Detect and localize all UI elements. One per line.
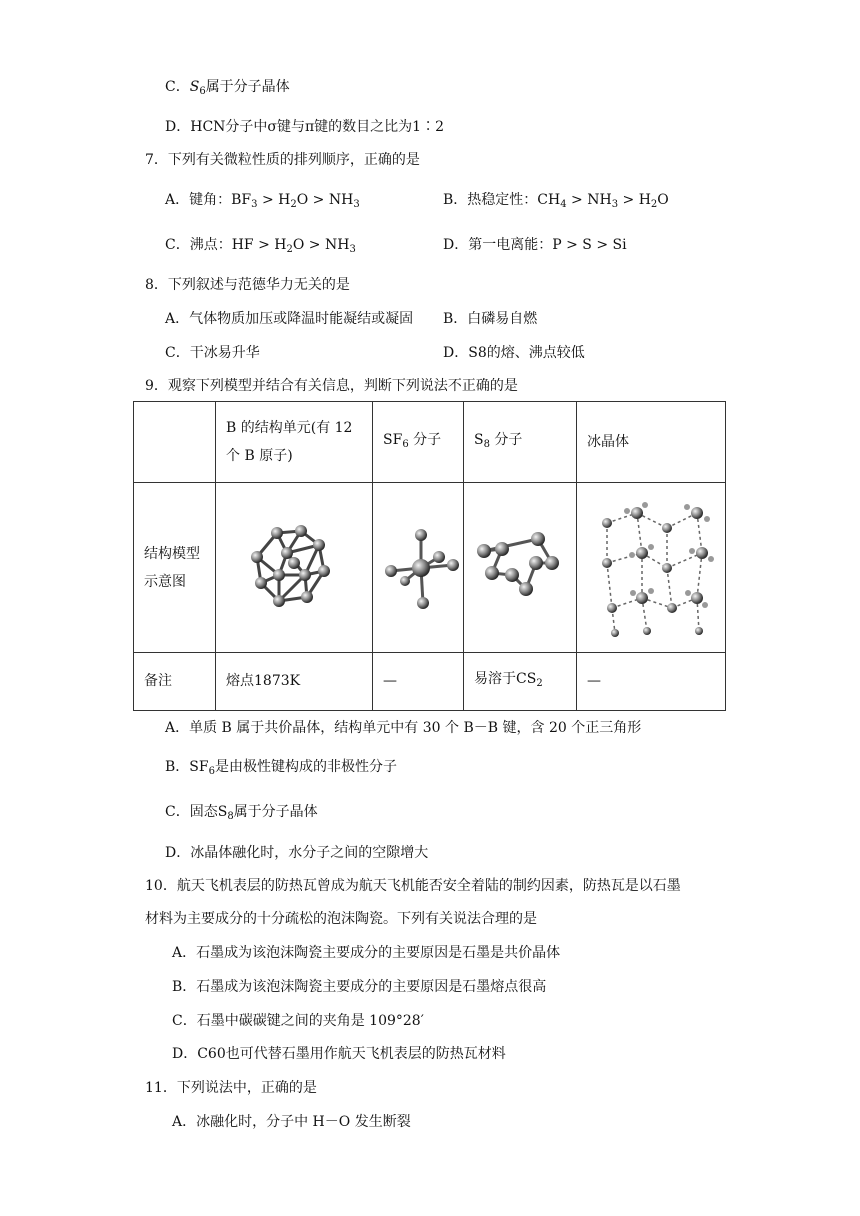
q9-option-d: D．冰晶体融化时，水分子之间的空隙增大 xyxy=(165,845,429,861)
subscript: 4 xyxy=(560,199,567,210)
b12-model-cell xyxy=(216,483,373,653)
q7-option-b xyxy=(443,190,669,215)
q7-option-a xyxy=(165,190,360,215)
option-label: B． xyxy=(165,759,190,775)
q8-stem: 8．下列叙述与范德华力无关的是 xyxy=(145,277,350,293)
option-label: D．第一电离能： xyxy=(443,237,553,253)
header-tail: 分子 xyxy=(408,431,442,448)
sf6-model-cell xyxy=(373,483,464,653)
s8-model-cell xyxy=(464,483,577,653)
subscript: 3 xyxy=(349,244,356,255)
q8-option-a: A．气体物质加压或降温时能凝结或凝固 xyxy=(165,311,414,327)
q8-option-b: B．白磷易自燃 xyxy=(443,311,538,327)
header-b-unit: B 的结构单元(有 12 个 B 原子) xyxy=(216,402,373,483)
formula: SF xyxy=(189,759,209,775)
header-ice: 冰晶体 xyxy=(577,402,726,483)
q11-stem: 11．下列说法中，正确的是 xyxy=(145,1080,317,1096)
q10-stem-line2: 材料为主要成分的十分疏松的泡沫陶瓷。下列有关说法合理的是 xyxy=(145,911,537,927)
formula: > H xyxy=(618,192,651,208)
formula: BF xyxy=(231,192,252,208)
table-corner-cell xyxy=(134,402,216,483)
q10-option-a: A．石墨成为该泡沫陶瓷主要成分的主要原因是石墨是共价晶体 xyxy=(172,945,561,961)
formula: S xyxy=(474,431,484,448)
q9-option-b xyxy=(165,757,397,782)
formula: O > NH xyxy=(292,237,350,253)
subscript: 2 xyxy=(650,199,658,210)
q9-option-a: A．单质 B 属于共价晶体，结构单元中有 30 个 B－B 键，含 20 个正三角形 xyxy=(165,720,642,736)
header-sf6 xyxy=(373,402,464,483)
subscript: 3 xyxy=(353,199,360,210)
option-text: 属于分子晶体 xyxy=(205,79,290,95)
subscript: 6 xyxy=(402,438,409,450)
q10-stem-line1: 10．航天飞机表层的防热瓦曾成为航天飞机能否安全着陆的制约因素，防热瓦是以石墨 xyxy=(145,878,681,894)
ice-model-cell xyxy=(577,483,726,653)
option-text: 属于分子晶体 xyxy=(233,804,318,820)
formula: > H xyxy=(257,192,291,208)
formula: S xyxy=(217,804,228,820)
subscript: 3 xyxy=(611,199,619,210)
option-text: P > S > Si xyxy=(552,237,627,253)
header-tail: 分子 xyxy=(489,431,523,448)
structure-model-table xyxy=(133,401,726,711)
q8-option-c: C．干冰易升华 xyxy=(165,345,260,361)
q7-option-d xyxy=(443,235,627,255)
q8-option-d: D．S8的熔、沸点较低 xyxy=(443,345,585,361)
q9-option-c xyxy=(165,802,318,827)
q10-option-b: B．石墨成为该泡沫陶瓷主要成分的主要原因是石墨熔点很高 xyxy=(172,979,547,995)
row-label-model: 结构模型示意图 xyxy=(134,483,216,653)
subscript: 3 xyxy=(251,199,258,210)
formula: > NH xyxy=(566,192,612,208)
note-text: 易溶于CS xyxy=(474,670,537,687)
q7-stem: 7．下列有关微粒性质的排列顺序，正确的是 xyxy=(145,152,420,168)
note-b: 熔点1873K xyxy=(216,652,373,710)
subscript: 2 xyxy=(286,244,293,255)
subscript: 8 xyxy=(483,438,490,450)
formula: O xyxy=(657,192,669,208)
subscript: 6 xyxy=(199,86,206,97)
b12-icosahedron-image xyxy=(249,523,339,613)
option-label: B．热稳定性： xyxy=(443,192,538,208)
note-sf6: — xyxy=(373,652,464,710)
option-text: 是由极性键构成的非极性分子 xyxy=(214,759,397,775)
q10-option-d: D．C60也可代替石墨用作航天飞机表层的防热瓦材料 xyxy=(172,1046,506,1062)
q11-option-a: A．冰融化时，分子中 H－O 发生断裂 xyxy=(172,1114,411,1130)
formula: O > NH xyxy=(296,192,354,208)
subscript: 2 xyxy=(290,199,297,210)
q9-stem: 9．观察下列模型并结合有关信息，判断下列说法不正确的是 xyxy=(145,378,518,394)
q6-option-d xyxy=(165,117,444,137)
option-label: A．键角： xyxy=(165,192,232,208)
option-label: C．沸点： xyxy=(165,237,232,253)
option-label: D． xyxy=(165,119,191,135)
formula: SF xyxy=(383,431,403,448)
q10-option-c: C．石墨中碳碳键之间的夹角是 109°28′ xyxy=(172,1013,424,1029)
formula: CH xyxy=(537,192,561,208)
formula: HF > H xyxy=(231,237,287,253)
row-label-note: 备注 xyxy=(134,652,216,710)
subscript: 2 xyxy=(536,677,543,689)
ice-crystal-image xyxy=(587,493,727,643)
sf6-octahedral-image xyxy=(383,523,463,613)
subscript: 6 xyxy=(208,766,215,777)
option-label: C．固态 xyxy=(165,804,218,820)
option-text: HCN分子中σ键与π键的数目之比为1∶2 xyxy=(190,119,444,135)
header-s8 xyxy=(464,402,577,483)
note-ice: — xyxy=(577,652,726,710)
option-label: C． xyxy=(165,79,190,95)
q6-option-c xyxy=(165,77,290,102)
formula: S xyxy=(189,79,200,95)
q7-option-c xyxy=(165,235,356,260)
subscript: 8 xyxy=(227,811,234,822)
s8-crown-ring-image xyxy=(474,523,574,613)
note-s8 xyxy=(464,652,577,710)
